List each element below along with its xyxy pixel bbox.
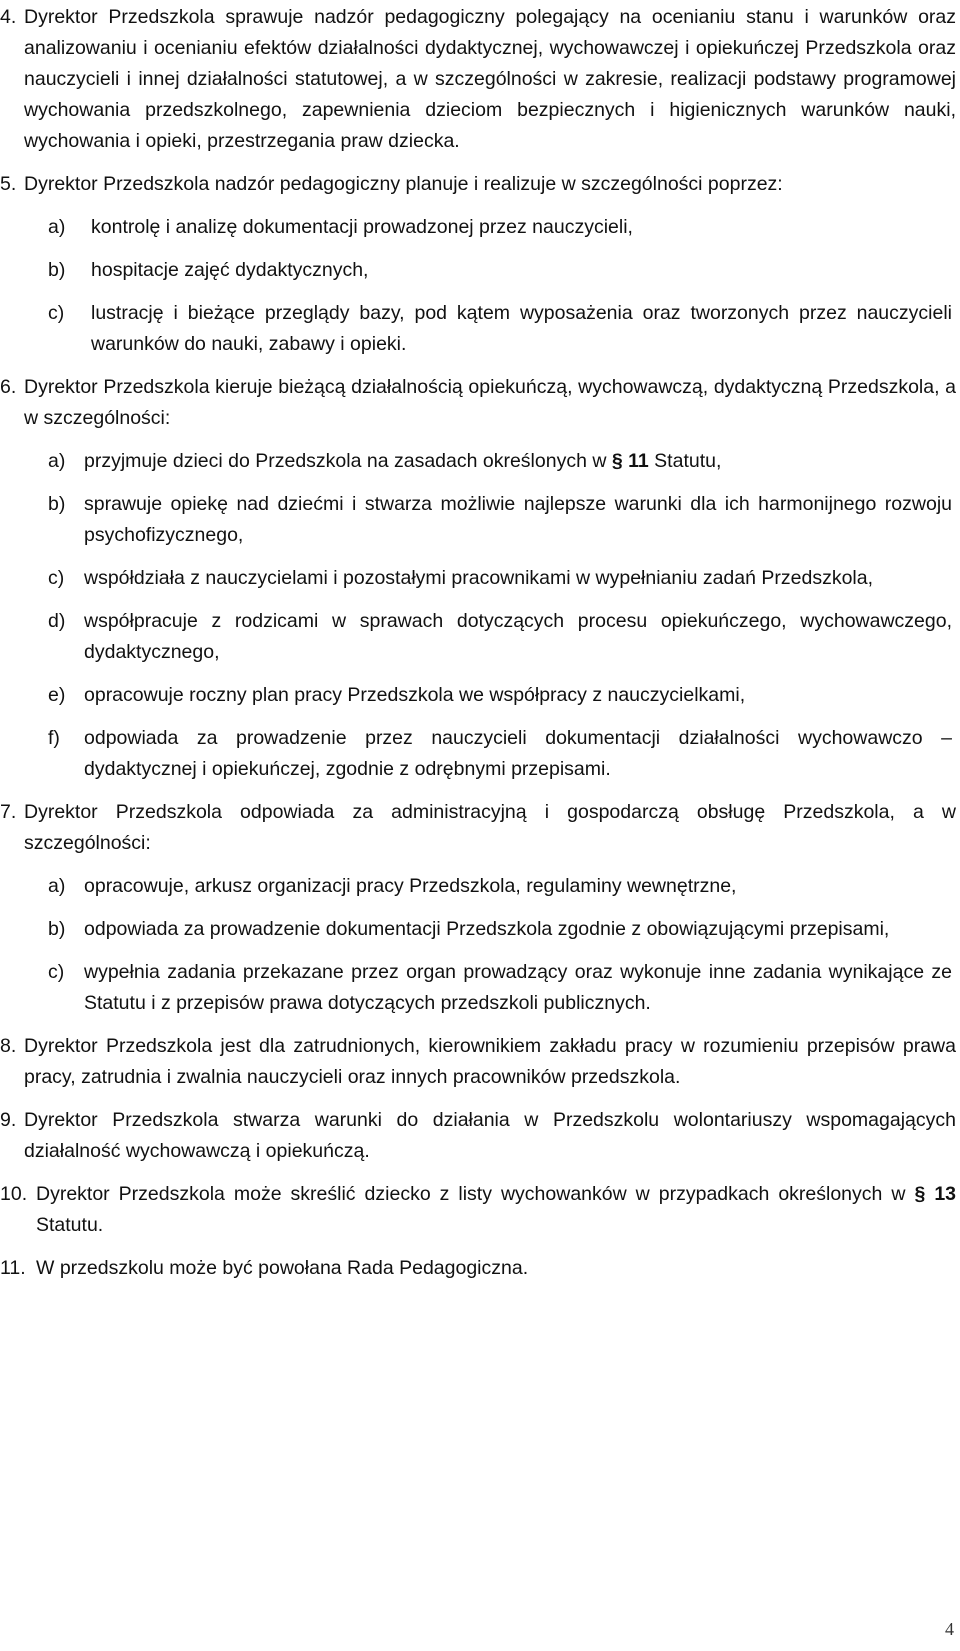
list-text: wypełnia zadania przekazane przez organ prowadzący oraz wykonuje inne zadania wynikające ze Statutu i z przepisów prawa dotyczących przedszkoli publicznych. bbox=[84, 961, 952, 1014]
list-item bbox=[0, 446, 956, 477]
section-reference bbox=[612, 450, 649, 472]
list-letter: a) bbox=[48, 450, 66, 472]
list-item bbox=[0, 914, 956, 945]
list-text: współdziała z nauczycielami i pozostałymi pracownikami w wypełnianiu zadań Przedszkola, bbox=[84, 567, 874, 589]
list-letter: c) bbox=[48, 567, 65, 589]
list-letter: b) bbox=[48, 918, 66, 940]
paragraph-10 bbox=[0, 1179, 956, 1241]
list-letter: d) bbox=[48, 610, 66, 632]
list-item bbox=[0, 957, 956, 1019]
section-reference bbox=[914, 1183, 956, 1205]
list-item bbox=[0, 298, 956, 360]
section-sign: § bbox=[611, 450, 623, 472]
list-item bbox=[0, 563, 956, 594]
paragraph-text-before: Dyrektor Przedszkola może skreślić dziecko z listy wychowanków w przypadkach określonych w bbox=[36, 1183, 906, 1205]
paragraph-number: 8. bbox=[0, 1035, 17, 1057]
list-text: opracowuje, arkusz organizacji pracy Przedszkola, regulaminy wewnętrzne, bbox=[84, 875, 737, 897]
paragraph-6 bbox=[0, 372, 956, 785]
sub-list bbox=[0, 446, 956, 785]
paragraph-number: 11. bbox=[0, 1257, 26, 1279]
list-letter: c) bbox=[48, 302, 65, 324]
paragraph-text: W przedszkolu może być powołana Rada Pedagogiczna. bbox=[36, 1257, 529, 1279]
paragraph-number: 5. bbox=[0, 173, 17, 195]
list-text-before: przyjmuje dzieci do Przedszkola na zasadach określonych w bbox=[84, 450, 607, 472]
list-letter: e) bbox=[48, 684, 66, 706]
paragraph-text-after: Statutu. bbox=[36, 1214, 104, 1236]
paragraph-text: Dyrektor Przedszkola sprawuje nadzór pedagogiczny polegający na ocenianiu stanu i warunków oraz analizowaniu i ocenianiu efektów działalności dydaktycznej, wychowawczej i opiekuńczej Przedszkola oraz nauczycieli i innej działalności statutowej, a w szczególności w zakresie, realizacji podstawy programowej wychowania przedszkolnego, zapewnienia dzieciom bezpiecznych i higienicznych warunków nauki, wychowania i opieki, przestrzegania praw dziecka. bbox=[24, 6, 956, 152]
paragraph-text: Dyrektor Przedszkola kieruje bieżącą działalnością opiekuńczą, wychowawczą, dydaktyczną Przedszkola, a w szczególności: bbox=[24, 376, 956, 429]
paragraph-4 bbox=[0, 2, 956, 157]
paragraph-text: Dyrektor Przedszkola stwarza warunki do działania w Przedszkolu wolontariuszy wspomagających działalność wychowawczą i opiekuńczą. bbox=[24, 1109, 956, 1162]
paragraph-8 bbox=[0, 1031, 956, 1093]
list-item bbox=[0, 723, 956, 785]
document-body bbox=[0, 2, 956, 1284]
page-number: 4 bbox=[945, 1619, 954, 1639]
paragraph-number: 6. bbox=[0, 376, 17, 398]
paragraph-text: Dyrektor Przedszkola jest dla zatrudnionych, kierownikiem zakładu pracy w rozumieniu przepisów prawa pracy, zatrudnia i zwalnia nauczycieli oraz innych pracowników przedszkola. bbox=[24, 1035, 956, 1088]
list-letter: b) bbox=[48, 493, 66, 515]
paragraph-number: 7. bbox=[0, 801, 17, 823]
list-text: hospitacje zajęć dydaktycznych, bbox=[91, 259, 369, 281]
list-letter: b) bbox=[48, 259, 66, 281]
paragraph-number: 10. bbox=[0, 1183, 28, 1205]
section-number: 11 bbox=[628, 450, 649, 472]
paragraph-number: 4. bbox=[0, 6, 17, 28]
list-letter: f) bbox=[48, 727, 60, 749]
list-item bbox=[0, 606, 956, 668]
paragraph-number: 9. bbox=[0, 1109, 17, 1131]
list-letter: c) bbox=[48, 961, 65, 983]
list-text: odpowiada za prowadzenie przez nauczycieli dokumentacji działalności wychowawczo – dydaktycznej i opiekuńczej, zgodnie z odrębnymi przepisami. bbox=[84, 727, 952, 780]
section-number: 13 bbox=[934, 1183, 957, 1205]
list-text: opracowuje roczny plan pracy Przedszkola we współpracy z nauczycielkami, bbox=[84, 684, 746, 706]
list-item bbox=[0, 680, 956, 711]
list-item bbox=[0, 489, 956, 551]
sub-list bbox=[0, 212, 956, 360]
paragraph-text bbox=[36, 1179, 956, 1241]
paragraph-text: Dyrektor Przedszkola odpowiada za administracyjną i gospodarczą obsługę Przedszkola, a w szczególności: bbox=[24, 801, 956, 854]
paragraph-9 bbox=[0, 1105, 956, 1167]
list-text: kontrolę i analizę dokumentacji prowadzonej przez nauczycieli, bbox=[91, 216, 633, 238]
list-text: współpracuje z rodzicami w sprawach dotyczących procesu opiekuńczego, wychowawczego, dydaktycznego, bbox=[84, 610, 952, 663]
list-item bbox=[0, 212, 956, 243]
list-letter: a) bbox=[48, 875, 66, 897]
paragraph-text: Dyrektor Przedszkola nadzór pedagogiczny planuje i realizuje w szczególności poprzez: bbox=[24, 173, 783, 195]
list-text bbox=[84, 446, 956, 477]
list-item bbox=[0, 871, 956, 902]
list-item bbox=[0, 255, 956, 286]
section-sign: § bbox=[914, 1183, 926, 1205]
paragraph-11 bbox=[0, 1253, 956, 1284]
list-text: sprawuje opiekę nad dziećmi i stwarza możliwie najlepsze warunki dla ich harmonijnego rozwoju psychofizycznego, bbox=[84, 493, 952, 546]
list-text-after: Statutu, bbox=[654, 450, 722, 472]
list-text: lustrację i bieżące przeglądy bazy, pod kątem wyposażenia oraz tworzonych przez nauczycieli warunków do nauki, zabawy i opieki. bbox=[91, 302, 952, 355]
list-letter: a) bbox=[48, 216, 66, 238]
sub-list bbox=[0, 871, 956, 1019]
paragraph-5 bbox=[0, 169, 956, 360]
list-text: odpowiada za prowadzenie dokumentacji Przedszkola zgodnie z obowiązującymi przepisami, bbox=[84, 918, 890, 940]
paragraph-7 bbox=[0, 797, 956, 1019]
